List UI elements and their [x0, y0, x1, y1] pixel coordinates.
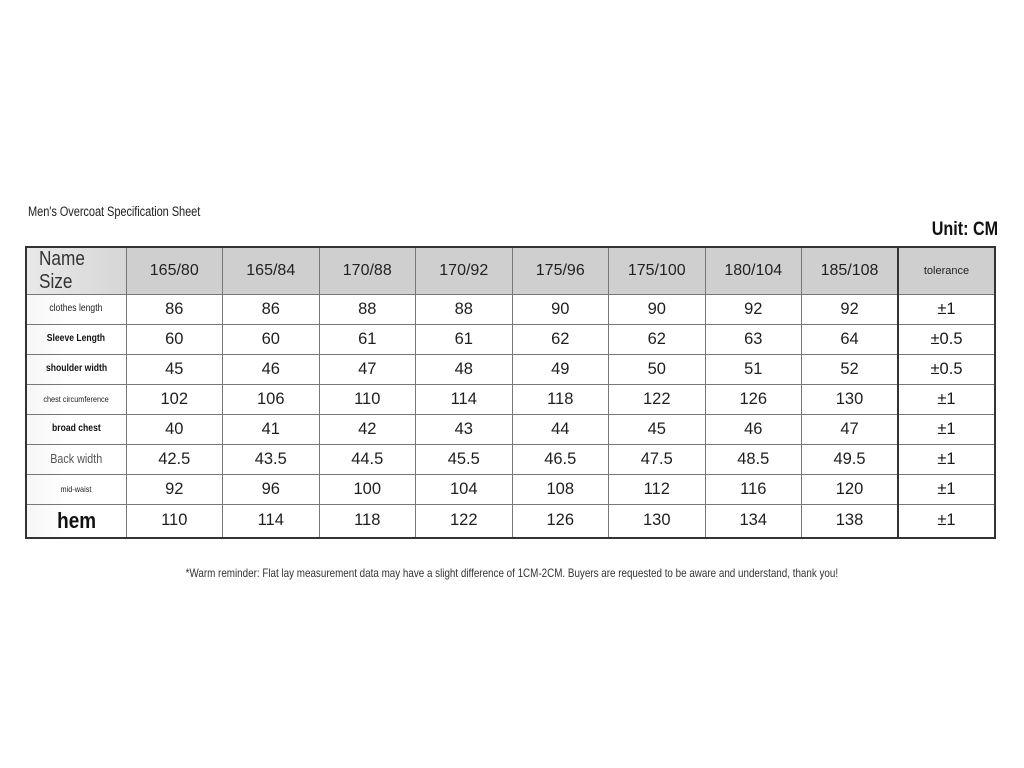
table-cell: 88 — [319, 295, 416, 325]
table-cell: 46 — [705, 415, 802, 445]
table-cell: 112 — [609, 475, 706, 505]
table-row — [26, 355, 995, 385]
table-cell: 118 — [319, 505, 416, 538]
tolerance-cell: ±1 — [898, 475, 995, 505]
table-cell: 110 — [126, 505, 223, 538]
table-row — [26, 385, 995, 415]
table-cell: 63 — [705, 325, 802, 355]
table-cell: 61 — [416, 325, 513, 355]
table-cell: 42 — [319, 415, 416, 445]
row-label: mid-waist — [26, 475, 126, 505]
table-cell: 138 — [802, 505, 899, 538]
size-header: 170/88 — [319, 247, 416, 295]
table-cell: 47 — [319, 355, 416, 385]
table-cell: 60 — [126, 325, 223, 355]
table-cell: 110 — [319, 385, 416, 415]
table-cell: 47 — [802, 415, 899, 445]
table-cell: 122 — [609, 385, 706, 415]
table-cell: 116 — [705, 475, 802, 505]
table-cell: 45.5 — [416, 445, 513, 475]
table-cell: 102 — [126, 385, 223, 415]
table-cell: 104 — [416, 475, 513, 505]
table-cell: 48 — [416, 355, 513, 385]
table-cell: 126 — [705, 385, 802, 415]
size-header: 175/96 — [512, 247, 609, 295]
row-label: hem — [26, 505, 126, 538]
size-header: 180/104 — [705, 247, 802, 295]
row-label: shoulder width — [26, 355, 126, 385]
table-cell: 88 — [416, 295, 513, 325]
tolerance-cell: ±1 — [898, 415, 995, 445]
tolerance-cell: ±0.5 — [898, 355, 995, 385]
table-row — [26, 445, 995, 475]
table-cell: 134 — [705, 505, 802, 538]
size-spec-table — [25, 246, 996, 539]
table-cell: 41 — [223, 415, 320, 445]
table-row — [26, 415, 995, 445]
table-cell: 48.5 — [705, 445, 802, 475]
table-cell: 90 — [609, 295, 706, 325]
warm-reminder: *Warm reminder: Flat lay measurement data may have a slight difference of 1CM-2CM. Buyers are requested to be aware and understand, thank you! — [185, 566, 839, 580]
tolerance-cell: ±1 — [898, 505, 995, 538]
table-cell: 100 — [319, 475, 416, 505]
table-cell: 118 — [512, 385, 609, 415]
table-row — [26, 505, 995, 538]
table-cell: 62 — [512, 325, 609, 355]
table-cell: 45 — [126, 355, 223, 385]
table-cell: 86 — [223, 295, 320, 325]
table-cell: 46.5 — [512, 445, 609, 475]
table-cell: 51 — [705, 355, 802, 385]
table-cell: 49 — [512, 355, 609, 385]
table-cell: 130 — [609, 505, 706, 538]
row-label: Back width — [26, 445, 126, 475]
tolerance-cell: ±1 — [898, 385, 995, 415]
table-cell: 114 — [223, 505, 320, 538]
size-header: 170/92 — [416, 247, 513, 295]
tolerance-cell: ±1 — [898, 445, 995, 475]
table-cell: 106 — [223, 385, 320, 415]
header-row — [26, 247, 995, 295]
table-cell: 130 — [802, 385, 899, 415]
table-cell: 47.5 — [609, 445, 706, 475]
sheet-title: Men's Overcoat Specification Sheet — [28, 204, 201, 219]
table-cell: 126 — [512, 505, 609, 538]
table-cell: 92 — [126, 475, 223, 505]
row-label: chest circumference — [26, 385, 126, 415]
table-cell: 96 — [223, 475, 320, 505]
table-cell: 62 — [609, 325, 706, 355]
table-cell: 49.5 — [802, 445, 899, 475]
tolerance-cell: ±1 — [898, 295, 995, 325]
table-cell: 120 — [802, 475, 899, 505]
size-header: 165/84 — [223, 247, 320, 295]
table-cell: 45 — [609, 415, 706, 445]
unit-label: Unit: CM — [931, 219, 998, 240]
size-header: 175/100 — [609, 247, 706, 295]
table-cell: 46 — [223, 355, 320, 385]
size-header: 185/108 — [802, 247, 899, 295]
table-cell: 52 — [802, 355, 899, 385]
table-cell: 43.5 — [223, 445, 320, 475]
table-cell: 60 — [223, 325, 320, 355]
table-cell: 40 — [126, 415, 223, 445]
table-row — [26, 325, 995, 355]
row-label: broad chest — [26, 415, 126, 445]
table-cell: 86 — [126, 295, 223, 325]
table-row — [26, 295, 995, 325]
table-cell: 64 — [802, 325, 899, 355]
corner-header: Name Size — [26, 247, 126, 295]
table-cell: 50 — [609, 355, 706, 385]
table-cell: 90 — [512, 295, 609, 325]
table-cell: 92 — [802, 295, 899, 325]
table-cell: 122 — [416, 505, 513, 538]
table-cell: 43 — [416, 415, 513, 445]
table-cell: 108 — [512, 475, 609, 505]
size-header: 165/80 — [126, 247, 223, 295]
table-cell: 44 — [512, 415, 609, 445]
table-cell: 61 — [319, 325, 416, 355]
tolerance-cell: ±0.5 — [898, 325, 995, 355]
table-cell: 42.5 — [126, 445, 223, 475]
table-cell: 44.5 — [319, 445, 416, 475]
row-label: Sleeve Length — [26, 325, 126, 355]
row-label: clothes length — [26, 295, 126, 325]
table-row — [26, 475, 995, 505]
table-cell: 114 — [416, 385, 513, 415]
table-cell: 92 — [705, 295, 802, 325]
tolerance-header: tolerance — [898, 247, 995, 295]
